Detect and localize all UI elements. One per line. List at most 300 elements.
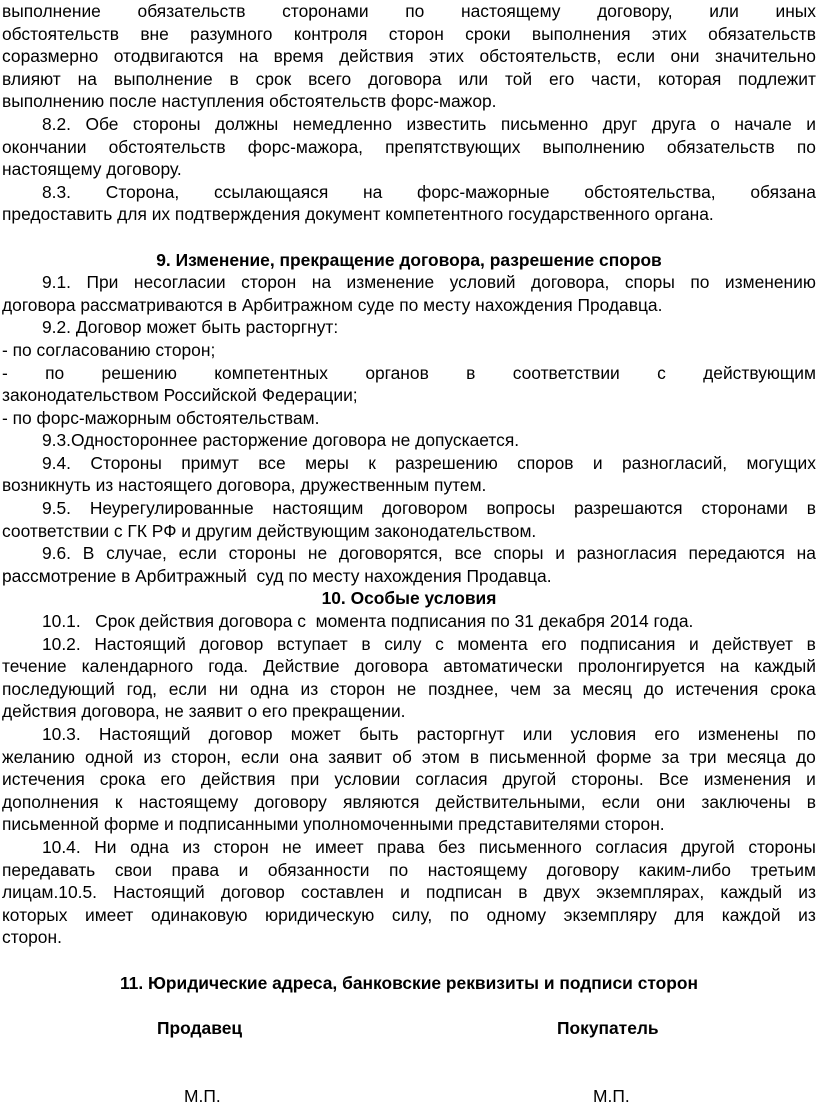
blank-line <box>2 1062 816 1085</box>
word: договор <box>208 724 273 744</box>
blank-line <box>2 949 816 972</box>
word: одному <box>486 904 547 925</box>
word: пролонгируется <box>577 656 705 677</box>
word: заключены <box>701 791 791 812</box>
word: Действие <box>263 656 340 677</box>
signature-parties-row <box>2 1017 816 1040</box>
word: года. <box>208 656 249 677</box>
word: договора, <box>531 272 610 293</box>
word: Сторона, <box>105 181 180 202</box>
text-line: рассмотрение в Арбитражный суд по месту нахождения Продавца. <box>2 565 552 586</box>
word: другой <box>681 836 735 857</box>
word: обязательств <box>137 1 246 21</box>
word: выполнение <box>2 1 101 21</box>
word: и <box>806 113 816 134</box>
word: известить <box>406 113 487 134</box>
word: изменены <box>697 724 779 744</box>
word: ссылающаяся <box>213 181 329 202</box>
word: передавать <box>2 859 96 880</box>
word: договору <box>254 791 327 812</box>
text-line <box>2 723 816 746</box>
text-line <box>2 0 816 23</box>
word: время <box>273 46 324 67</box>
word: при <box>290 769 320 790</box>
buyer-label: Покупатель <box>557 1017 659 1038</box>
word: в <box>806 498 816 519</box>
word: по <box>45 362 65 383</box>
word: на <box>77 68 97 89</box>
section-heading: 11. Юридические адреса, банковские реквизиты и подписи сторон <box>119 972 699 993</box>
word: должны <box>214 113 279 134</box>
word: обстоятельств, <box>479 46 602 67</box>
text-line: - по согласованию сторон; <box>2 339 216 360</box>
word: 9.5. <box>42 498 72 519</box>
word: на <box>311 272 332 293</box>
word: его <box>548 68 575 89</box>
word: каким-либо <box>638 859 731 880</box>
text-line: законодательством Российской Федерации; <box>2 385 358 406</box>
word: соразмерно <box>2 46 99 67</box>
word: действия <box>200 769 276 790</box>
word: случае, <box>106 543 167 564</box>
word: изменению <box>724 272 816 293</box>
word: договору, <box>597 1 673 21</box>
word: и <box>592 452 603 473</box>
word: за <box>552 678 571 699</box>
word: двух <box>543 882 581 903</box>
word: в <box>806 791 816 812</box>
word: Неурегулированные <box>89 498 254 519</box>
word: составлен <box>300 882 384 903</box>
text-line: 9.2. Договор может быть расторгнут: <box>42 317 339 338</box>
text-line <box>2 768 816 791</box>
stamp-row <box>2 1085 816 1108</box>
word: по <box>690 272 710 293</box>
word: по <box>796 724 816 744</box>
word: подписания <box>580 633 676 654</box>
word: условий <box>449 272 516 293</box>
word: Обе <box>85 113 119 134</box>
word: в <box>466 362 476 383</box>
word: его <box>160 769 186 790</box>
word: соответствии <box>512 362 620 383</box>
word: вопросы <box>486 498 556 519</box>
word: его <box>541 633 567 654</box>
text-line: договора рассматриваются в Арбитражном суде по месту нахождения Продавца. <box>2 294 663 315</box>
word: если <box>168 678 207 699</box>
word: имеет <box>315 836 364 857</box>
word: споры <box>624 272 675 293</box>
word: одна <box>130 836 169 857</box>
word: 8.3. <box>42 181 72 202</box>
word: компетентных <box>214 362 328 383</box>
word: об <box>392 746 412 767</box>
word: и <box>806 769 816 790</box>
word: обязана <box>750 181 816 202</box>
word: на <box>238 46 259 67</box>
text-line <box>2 136 816 159</box>
word: форме <box>596 746 652 767</box>
word: подлежит <box>738 68 816 89</box>
word: о <box>710 113 720 134</box>
word: если <box>601 791 640 812</box>
word: силу, <box>391 904 433 925</box>
word: значительно <box>714 46 816 67</box>
word: или <box>522 724 553 744</box>
word: Настоящий <box>113 882 205 903</box>
word: в <box>469 746 480 767</box>
word: согласия <box>595 836 668 857</box>
word: всего <box>308 68 352 89</box>
text-line <box>2 542 816 565</box>
word: лицам.10.5. <box>2 882 97 903</box>
text-line <box>2 678 816 701</box>
word: если <box>616 46 656 67</box>
word: сторон, <box>171 746 232 767</box>
word: выполнение <box>113 68 213 89</box>
word: действующим <box>703 362 816 383</box>
word: иных <box>775 1 816 21</box>
word: отодвигаются <box>113 46 224 67</box>
word: без <box>438 836 466 857</box>
word: истечения <box>675 678 759 699</box>
word: этих <box>429 46 465 67</box>
word: споров <box>517 452 574 473</box>
word: не <box>282 836 302 857</box>
word: они <box>656 791 686 812</box>
word: 9.4. <box>42 452 72 473</box>
word: права <box>171 859 219 880</box>
word: срока <box>99 769 146 790</box>
word: настоящему <box>138 791 239 812</box>
blank-line <box>2 994 816 1017</box>
word: одной <box>84 746 134 767</box>
text-line: письменной форме и подписанными уполномоченными представителями сторон. <box>2 814 665 835</box>
text-line: возникнуть из настоящего договора, дружественным путем. <box>2 475 487 496</box>
word: Все <box>658 769 689 790</box>
word: согласия <box>415 769 488 790</box>
word: месяц <box>582 678 633 699</box>
text-line <box>2 633 816 656</box>
word: 8.2. <box>42 113 72 134</box>
word: позднее, <box>428 678 499 699</box>
word: из <box>143 746 162 767</box>
word: с <box>435 633 444 654</box>
word: они <box>670 46 700 67</box>
text-line: сторон. <box>2 927 62 948</box>
text-line <box>2 904 816 927</box>
word: которая <box>657 68 722 89</box>
word: каждый <box>754 656 816 677</box>
word: срок <box>255 68 292 89</box>
word: могущих <box>746 452 816 473</box>
word: каждый <box>720 882 783 903</box>
word: и <box>238 859 249 880</box>
text-line: действия договора, не заявит о его прекращении. <box>2 701 406 722</box>
word: на <box>719 656 740 677</box>
word: выполнению <box>542 136 645 157</box>
text-line <box>2 68 816 91</box>
word: условии <box>334 769 401 790</box>
word: настоящему <box>460 1 561 21</box>
word: договору <box>546 859 620 880</box>
word: сторон <box>241 272 297 293</box>
word: она <box>289 746 319 767</box>
word: истечения <box>2 769 85 790</box>
word: органов <box>365 362 429 383</box>
word: 10.2. <box>42 633 81 654</box>
word: экземпляру <box>563 904 657 925</box>
word: настоящим <box>272 498 364 519</box>
word: каждой <box>721 904 781 925</box>
word: разногласий, <box>622 452 728 473</box>
blank-line <box>2 226 816 249</box>
word: в <box>806 633 816 654</box>
word: сторон <box>330 678 386 699</box>
word: обстоятельства, <box>584 181 716 202</box>
word: расторгнут <box>416 724 505 744</box>
word: и <box>555 543 566 564</box>
text-line <box>2 45 816 68</box>
word: изменения <box>703 769 792 790</box>
section-heading: 9. Изменение, прекращение договора, разрешение споров <box>156 249 662 270</box>
word: год, <box>126 678 157 699</box>
word: договор <box>199 633 264 654</box>
word: заявит <box>328 746 383 767</box>
word: 9.1. <box>42 272 72 293</box>
word: сторон <box>388 23 444 44</box>
word: три <box>689 746 717 767</box>
word: срока <box>770 678 816 699</box>
text-line <box>2 271 816 294</box>
word: сторонами <box>282 1 369 21</box>
word: к <box>368 452 376 473</box>
word: При <box>86 272 119 293</box>
word: договор <box>220 882 285 903</box>
word: договором <box>382 498 468 519</box>
word: из <box>798 904 816 925</box>
word: вступает <box>276 633 348 654</box>
text-line: выполнению после наступления обстоятельств форс-мажор. <box>2 91 497 112</box>
word: может <box>290 724 341 744</box>
word: решению <box>101 362 177 383</box>
word: не <box>396 678 417 699</box>
seller-label: Продавец <box>157 1017 243 1038</box>
word: по <box>449 904 469 925</box>
section-heading: 10. Особые условия <box>321 588 497 609</box>
word: форс-мажора, <box>247 136 363 157</box>
word: друг <box>602 113 638 134</box>
word: на <box>796 543 816 564</box>
word: для <box>674 904 705 925</box>
word: из <box>182 836 201 857</box>
word: являются <box>343 791 420 812</box>
word: если <box>178 543 217 564</box>
word: обязательств <box>666 136 775 157</box>
word: подписан <box>426 882 503 903</box>
word: вне <box>140 23 169 44</box>
word: друга <box>651 113 696 134</box>
word: стороны <box>748 836 816 857</box>
word: примут <box>181 452 239 473</box>
word: споры <box>493 543 544 564</box>
word: календарного <box>81 656 194 677</box>
text-line <box>2 746 816 769</box>
blank-line <box>2 1039 816 1062</box>
word: 10.4. <box>42 836 81 857</box>
word: выполнения <box>531 23 631 44</box>
word: по <box>796 136 816 157</box>
word: одинаковую <box>150 904 248 925</box>
word: настоящему <box>427 859 528 880</box>
word: препятствующих <box>385 136 521 157</box>
word: немедленно <box>292 113 393 134</box>
word: этих <box>651 23 687 44</box>
word: письменной <box>489 746 587 767</box>
word: окончании <box>2 136 87 157</box>
word: его <box>654 724 680 744</box>
word: экземплярах, <box>596 882 705 903</box>
word: стороны <box>228 543 297 564</box>
word: по <box>389 859 409 880</box>
word: письменно <box>500 113 589 134</box>
word: или <box>709 1 739 21</box>
word: в <box>229 68 239 89</box>
word: части, <box>591 68 642 89</box>
word: влияют <box>2 68 61 89</box>
word: этом <box>421 746 460 767</box>
text-line: настоящему договору. <box>2 159 182 180</box>
word: в <box>361 633 371 654</box>
word: начале <box>734 113 792 134</box>
word: обстоятельств <box>2 23 119 44</box>
text-line <box>2 23 816 46</box>
text-line <box>2 859 816 882</box>
word: если <box>241 746 280 767</box>
word: не <box>307 543 328 564</box>
word: или <box>458 68 489 89</box>
word: третьим <box>750 859 816 880</box>
word: быть <box>359 724 399 744</box>
word: ни <box>218 678 239 699</box>
text-line: 9.3.Одностороннее расторжение договора не допускается. <box>42 430 520 451</box>
word: сторон <box>213 836 269 857</box>
word: все <box>258 452 286 473</box>
word: и <box>689 633 699 654</box>
word: форс-мажорные <box>417 181 550 202</box>
text-line: 10.1. Срок действия договора с момента подписания по 31 декабря 2014 года. <box>42 611 694 632</box>
text-line <box>2 113 816 136</box>
word: передаются <box>688 543 785 564</box>
word: которых <box>2 904 68 925</box>
word: Настоящий <box>98 724 191 744</box>
word: сроки <box>465 23 511 44</box>
word: действительными, <box>435 791 586 812</box>
word: месяца <box>726 746 786 767</box>
text-line <box>2 181 816 204</box>
word: до <box>795 746 816 767</box>
word: до <box>643 678 664 699</box>
word: все <box>454 543 482 564</box>
buyer-stamp-label: М.П. <box>593 1085 630 1106</box>
text-line <box>2 452 816 475</box>
word: Настоящий <box>94 633 186 654</box>
word: разногласия <box>576 543 677 564</box>
word: действует <box>712 633 793 654</box>
text-line <box>2 497 816 520</box>
word: к <box>114 791 123 812</box>
word: разрешаются <box>573 498 683 519</box>
word: Стороны <box>90 452 162 473</box>
word: стороны <box>132 113 201 134</box>
text-line: соответствии с ГК РФ и другим действующим законодательством. <box>2 520 537 541</box>
word: разумного <box>190 23 273 44</box>
word: обстоятельств <box>108 136 226 157</box>
word: течение <box>2 656 67 677</box>
text-line <box>2 655 816 678</box>
seller-stamp-label: М.П. <box>184 1085 221 1106</box>
word: стороны. <box>571 769 644 790</box>
word: - <box>2 362 8 383</box>
word: действия <box>339 46 414 67</box>
word: условия <box>570 724 637 744</box>
word: права <box>377 836 425 857</box>
text-line: - по форс-мажорным обстоятельствам. <box>2 407 320 428</box>
word: в <box>518 882 528 903</box>
word: свои <box>114 859 152 880</box>
word: сторонами <box>701 498 788 519</box>
word: обязанности <box>267 859 370 880</box>
word: письменного <box>478 836 582 857</box>
word: несогласии <box>133 272 226 293</box>
word: из <box>798 882 816 903</box>
word: дополнения <box>2 791 99 812</box>
word: из <box>300 678 319 699</box>
text-line <box>2 836 816 859</box>
word: на <box>362 181 383 202</box>
word: разрешению <box>395 452 498 473</box>
word: имеет <box>84 904 134 925</box>
word: за <box>661 746 680 767</box>
text-line <box>2 791 816 814</box>
word: меры <box>305 452 349 473</box>
word: момента <box>457 633 528 654</box>
word: с <box>657 362 666 383</box>
word: Ни <box>94 836 117 857</box>
word: обязательств <box>708 23 816 44</box>
word: одна <box>249 678 289 699</box>
word: В <box>82 543 95 564</box>
word: изменение <box>346 272 435 293</box>
word: и <box>400 882 410 903</box>
text-line: предоставить для их подтверждения документ компетентного государственного органа. <box>2 204 714 225</box>
word: силу <box>384 633 422 654</box>
word: той <box>504 68 533 89</box>
word: 9.6. <box>42 543 72 564</box>
word: автоматически <box>443 656 563 677</box>
word: договорятся, <box>338 543 443 564</box>
word: последующий <box>2 678 115 699</box>
text-line <box>2 881 816 904</box>
word: желанию <box>2 746 75 767</box>
word: чем <box>510 678 542 699</box>
word: договора <box>354 656 429 677</box>
word: контроля <box>293 23 368 44</box>
word: юридическую <box>265 904 375 925</box>
word: договора <box>368 68 442 89</box>
text-line <box>2 362 816 385</box>
word: другой <box>502 769 557 790</box>
